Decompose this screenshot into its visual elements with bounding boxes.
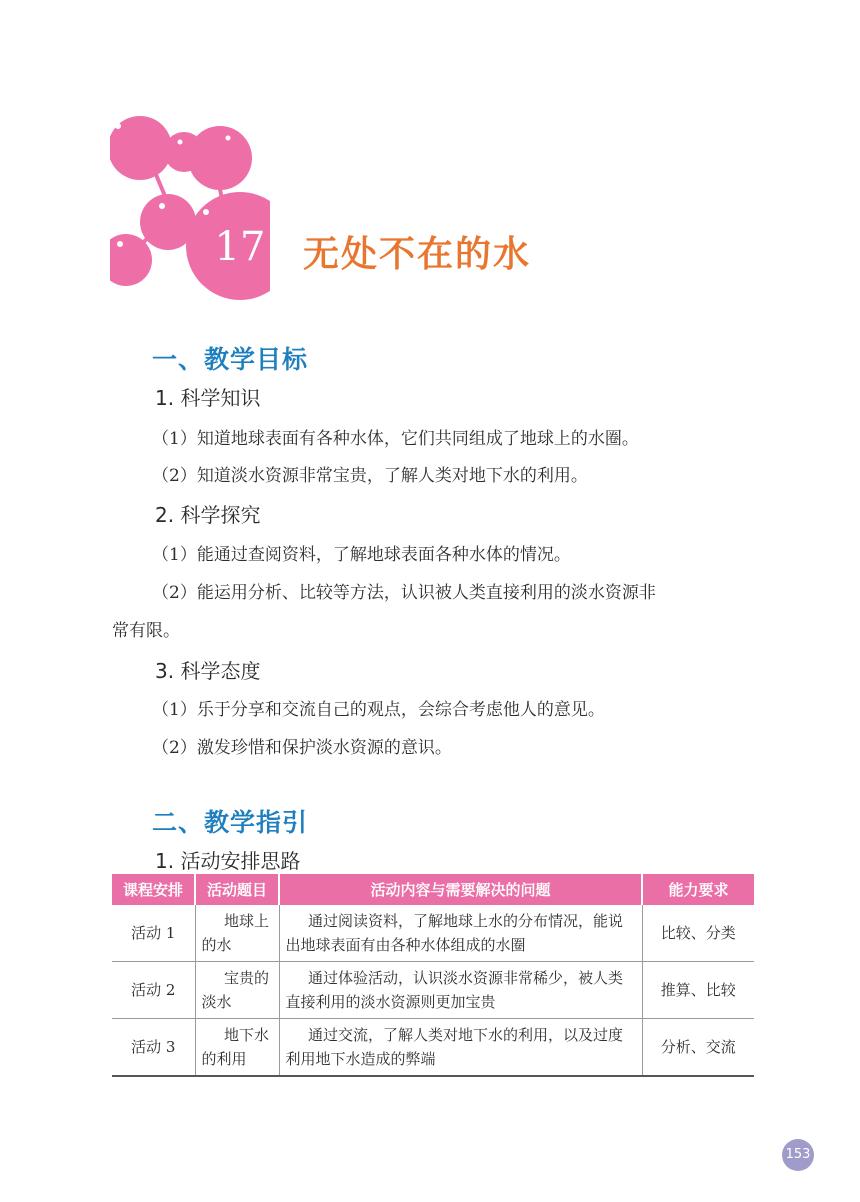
cell-ability: 比较、分类 (642, 905, 754, 962)
header-content: 活动内容与需要解决的问题 (279, 874, 642, 905)
cell-topic: 宝贵的淡水 (195, 962, 279, 1019)
cell-course: 活动 1 (112, 905, 195, 962)
chapter-bubbles-decoration (110, 108, 270, 308)
goal-item: （2）激发珍惜和保护淡水资源的意识。 (152, 738, 452, 758)
cell-content: 通过体验活动，认识淡水资源非常稀少，被人类直接利用的淡水资源则更加宝贵 (279, 962, 642, 1019)
goal-item: （2）能运用分析、比较等方法，认识被人类直接利用的淡水资源非 (152, 583, 656, 603)
cell-topic: 地下水的利用 (195, 1019, 279, 1077)
cell-content: 通过交流，了解人类对地下水的利用，以及过度利用地下水造成的弊端 (279, 1019, 642, 1077)
cell-ability: 分析、交流 (642, 1019, 754, 1077)
cell-topic: 地球上的水 (195, 905, 279, 962)
activity-table (112, 874, 754, 1077)
goal-item: （2）知道淡水资源非常宝贵，了解人类对地下水的利用。 (152, 466, 588, 486)
table-row (112, 1019, 754, 1077)
cell-course: 活动 3 (112, 1019, 195, 1077)
subheading-science-knowledge: 1. 科学知识 (155, 386, 261, 410)
table-row (112, 962, 754, 1019)
header-topic: 活动题目 (195, 874, 279, 905)
chapter-title: 无处不在的水 (303, 234, 532, 275)
subheading-science-inquiry: 2. 科学探究 (155, 503, 261, 527)
goal-item: （1）知道地球表面有各种水体，它们共同组成了地球上的水圈。 (152, 429, 639, 449)
cell-ability: 推算、比较 (642, 962, 754, 1019)
goal-item: （1）能通过查阅资料，了解地球表面各种水体的情况。 (152, 545, 571, 565)
goal-item: （1）乐于分享和交流自己的观点，会综合考虑他人的意见。 (152, 700, 605, 720)
cell-course: 活动 2 (112, 962, 195, 1019)
section-heading-teaching-guide: 二、教学指引 (152, 808, 309, 837)
subheading-activity-plan: 1. 活动安排思路 (155, 849, 301, 873)
goal-item-continuation: 常有限。 (112, 621, 180, 641)
chapter-number: 17 (214, 224, 266, 270)
section-heading-teaching-goals: 一、教学目标 (152, 345, 309, 374)
header-course: 课程安排 (112, 874, 195, 905)
subheading-science-attitude: 3. 科学态度 (155, 659, 261, 683)
page-number-badge: 153 (782, 1139, 814, 1171)
table-header-row (112, 874, 754, 905)
table-row (112, 905, 754, 962)
cell-content: 通过阅读资料，了解地球上水的分布情况，能说出地球表面有由各种水体组成的水圈 (279, 905, 642, 962)
header-ability: 能力要求 (642, 874, 754, 905)
